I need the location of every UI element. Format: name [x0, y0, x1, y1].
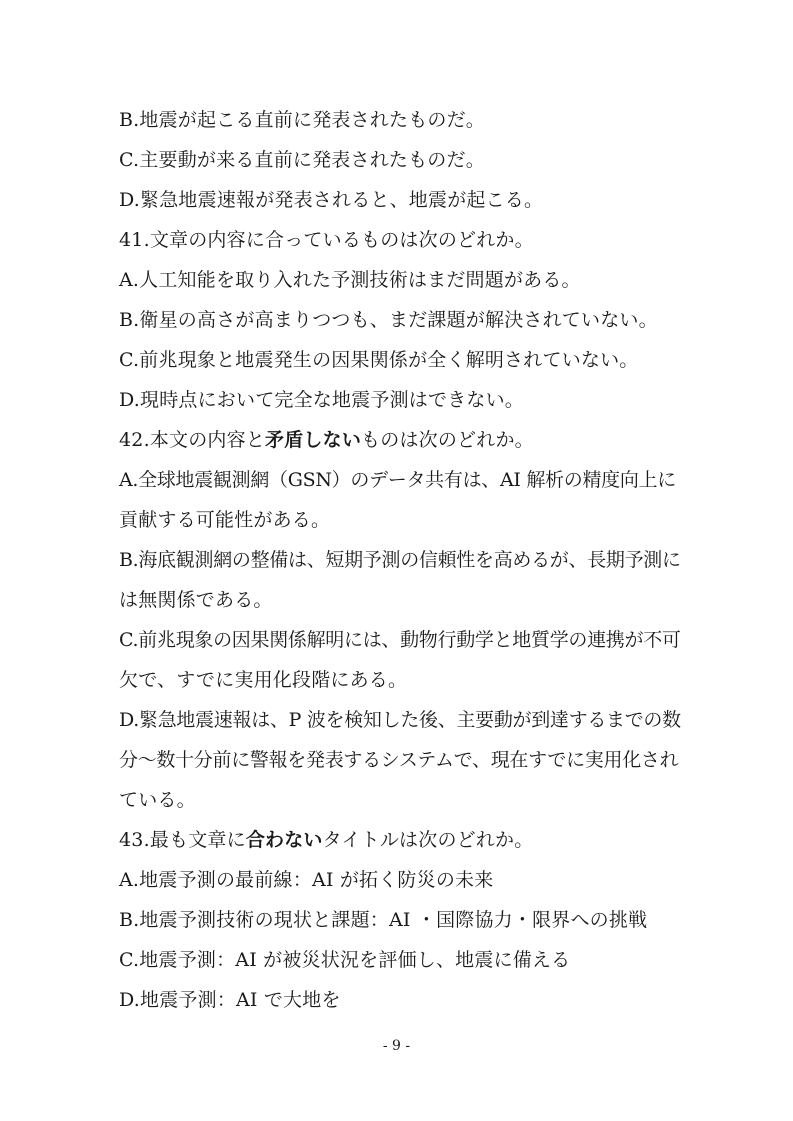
option-c-42 [119, 620, 679, 660]
text: 42.本文の内容と [119, 429, 266, 451]
text: C.地震予測：AI が被災状況を評価し、地震に備える [119, 949, 571, 971]
text: A.全球地震観測網（GSN）のデータ共有は、AI 解析の精度向上に [119, 469, 676, 491]
option-c-43 [119, 940, 679, 980]
text: 欠で、すでに実用化段階にある。 [119, 669, 408, 691]
option-d-40 [119, 180, 679, 220]
text: 分～数十分前に警報を発表するシステムで、現在すでに実用化され [119, 749, 679, 771]
option-d-41 [119, 380, 679, 420]
option-a-42-cont [119, 500, 679, 540]
text: B.地震が起こる直前に発表されたものだ。 [119, 109, 486, 131]
emphasis-text: 合わない [245, 829, 323, 851]
question-41 [119, 220, 679, 260]
text: 貢献する可能性がある。 [119, 509, 331, 531]
option-b-41 [119, 300, 679, 340]
text: 43.最も文章に [119, 829, 246, 851]
text: D.緊急地震速報は、P 波を検知した後、主要動が到達するまでの数 [119, 709, 681, 731]
text: ている。 [119, 789, 196, 811]
question-43 [119, 820, 679, 860]
option-d-42-cont [119, 740, 679, 780]
text: は無関係である。 [119, 589, 273, 611]
option-d-42-cont2 [119, 780, 679, 820]
option-a-41 [119, 260, 679, 300]
text: C.主要動が来る直前に発表されたものだ。 [119, 149, 485, 171]
option-c-41 [119, 340, 679, 380]
text: B.衛星の高さが高まりつつも、まだ課題が解決されていない。 [119, 309, 658, 331]
text: C.前兆現象の因果関係解明には、動物行動学と地質学の連携が不可 [119, 629, 681, 651]
option-d-42 [119, 700, 679, 740]
option-c-40 [119, 140, 679, 180]
text: A.人工知能を取り入れた予測技術はまだ問題がある。 [119, 269, 581, 291]
text: D.地震予測：AI で大地を [119, 989, 341, 1011]
question-42 [119, 420, 679, 460]
option-d-43 [119, 980, 679, 1020]
text: D.緊急地震速報が発表されると、地震が起こる。 [119, 189, 544, 211]
page-number: - 9 - [382, 1038, 411, 1054]
option-a-42 [119, 460, 679, 500]
option-b-42-cont [119, 580, 679, 620]
text: ものは次のどれか。 [361, 429, 534, 451]
option-a-43 [119, 860, 679, 900]
text: B.地震予測技術の現状と課題：AI ・国際協力・限界への挑戦 [119, 909, 648, 931]
text: D.現時点において完全な地震予測はできない。 [119, 389, 524, 411]
text: 41.文章の内容に合っているものは次のどれか。 [119, 229, 534, 251]
option-b-40 [119, 100, 679, 140]
text: タイトルは次のどれか。 [322, 829, 534, 851]
emphasis-text: 矛盾しない [265, 429, 362, 451]
text: C.前兆現象と地震発生の因果関係が全く解明されていない。 [119, 349, 639, 371]
option-c-42-cont [119, 660, 679, 700]
option-b-42 [119, 540, 679, 580]
text: B.海底観測網の整備は、短期予測の信頼性を高めるが、長期予測に [119, 549, 681, 571]
text: A.地震予測の最前線：AI が拓く防災の未来 [119, 869, 494, 891]
option-b-43 [119, 900, 679, 940]
